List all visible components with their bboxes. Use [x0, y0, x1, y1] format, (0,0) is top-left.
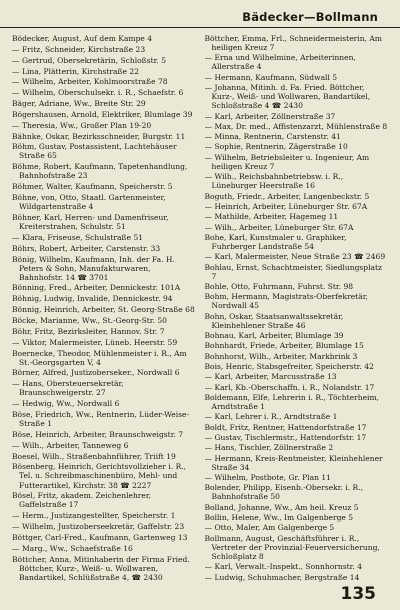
directory-entry: Boernecke, Theodor, Mühlenmeister i. R., Am St.-Georgsgarten V, 4 — [12, 348, 187, 367]
left-column — [12, 34, 196, 582]
directory-entry: Bohnau, Karl, Arbeiter, Blumlage 39 — [204, 331, 344, 341]
directory-entry: Bohm, Hermann, Magistrats-Oberfekretär, Nordwall 45 — [204, 292, 368, 311]
directory-entry: Bollin, Helene, Ww., Im Galgenberge 5 — [204, 513, 354, 523]
directory-entry: — Johanna, Mitinh. d. Fa. Fried. Böttcher, Kurz-, Weiß- und Wollwaren, Bandartikel, Schloßstraße 4 ☎ 2430 — [204, 83, 371, 111]
directory-entry: Bohe, Karl, Kunstmaler u. Graphiker, Fuhrberger Landstraße 54 — [204, 232, 347, 251]
directory-entry: Böttcher, Emma, Frl., Schneidermeisterin, Am heiligen Kreuz 7 — [204, 34, 382, 53]
directory-entry: — Fritz, Schneider, Kirchstraße 23 — [12, 44, 146, 54]
directory-entry: Böttcher, Anna, Mitinhaberin der Firma Fried. Böttcher, Kurz-, Weiß- u. Wollwaren, Bandartikel, Schlüßstraße 4, ☎ 2430 — [12, 554, 190, 582]
directory-entry: — Wilhelm, Arbeiter, Kohlmoorstraße 78 — [12, 77, 168, 87]
directory-entry: — Viktor, Malermeister, Lüneb. Heerstr. 59 — [12, 337, 178, 347]
directory-entry: — Marg., Ww., Schaefstraße 16 — [12, 543, 133, 553]
directory-entry: Böhm, Gustav, Postassistent, Lachtehäuser Straße 65 — [12, 142, 177, 161]
directory-entry: — Karl, Arbeiter, Marcusstraße 13 — [204, 372, 337, 382]
directory-entry: Bohn, Oskar, Staatsanwaltssekretär, Kleinhehlener Straße 46 — [204, 311, 344, 330]
directory-entry: Bäger, Adriane, Ww., Breite Str. 29 — [12, 99, 146, 109]
directory-entry: — Minna, Rentnerin, Carstenstr. 41 — [204, 132, 341, 142]
directory-entry: Bollmann, August, Geschäftsführer i. R., Vertreter der Provinzial-Feuerversicherung, Schloßplatz 8 — [204, 533, 380, 561]
directory-entry: — Gertrud, Obersekretärin, Schloßstr. 5 — [12, 55, 167, 65]
directory-entry: — Karl, Kb.-Oberschaffn. i. R., Nolandstr. 17 — [204, 382, 375, 392]
directory-entry: — Hans, Tischler, Zöllnerstraße 2 — [204, 443, 334, 453]
directory-entry: — Max, Dr. med., Affistenzarzt, Mühlenstraße 8 — [204, 121, 388, 131]
directory-entry: Bois, Henric, Stabsgefreiter, Speicherstr. 42 — [204, 362, 374, 372]
directory-entry: Böhne, von, Otto, Staatl. Gartenmeister, Wildgartenstraße 4 — [12, 193, 166, 212]
running-head: Bädecker—Bollmann — [242, 10, 378, 24]
directory-entry: Böhrs, Robert, Arbeiter, Carstenstr. 33 — [12, 243, 161, 253]
directory-entry: Bohnhardt, Friede, Arbeiter, Blumlage 15 — [204, 341, 364, 351]
entry-columns — [12, 34, 388, 582]
directory-entry: — Hermann, Kaufmann, Südwall 5 — [204, 72, 338, 82]
directory-entry: Böhmer, Walter, Kaufmann, Speicherstr. 5 — [12, 182, 173, 192]
directory-entry: — Wilh., Reichsbahnbetriebsw. i. R., Lüneburger Heerstraße 16 — [204, 172, 344, 191]
directory-entry: Böcke, Marianne, Ww., St.-Georg-Str. 50 — [12, 316, 167, 325]
directory-entry: — Wilhelm, Oberschulsekr. i. R., Schaefstr. 6 — [12, 88, 184, 98]
directory-entry: Böttger, Carl-Fred., Kaufmann, Gartenweg 13 — [12, 532, 188, 542]
directory-entry: — Hedwig, Ww., Nordwall 6 — [12, 399, 120, 409]
directory-entry: Bönnig, Heinrich, Arbeiter, St. Georg-Straße 68 — [12, 305, 195, 315]
directory-entry: Bolender, Philipp, Eisenb.-Obersekr. i. R., Bahnhofstraße 50 — [204, 483, 364, 502]
directory-entry: — Ludwig, Schuhmacher, Bergstraße 14 — [204, 572, 360, 582]
directory-entry: — Karl, Arbeiter, Zöllnerstraße 37 — [204, 111, 336, 121]
directory-entry: — Wilh., Arbeiter, Lüneburger Str. 67A — [204, 222, 354, 232]
directory-entry: Bohlau, Ernst, Schachtmeister, Siedlungsplatz 7 — [204, 262, 383, 281]
directory-entry: Bögershausen, Arnold, Elektriker, Blumlage 39 — [12, 109, 193, 119]
directory-entry: — Karl, Malermeister, Neue Straße 23 ☎ 2469 — [204, 252, 386, 262]
directory-entry: — Erna und Wilhelmine, Arbeiterinnen, Allerstraße 4 — [204, 53, 356, 72]
directory-entry: Bösel, Fritz, akadem. Zeichenlehrer, Gaffelstraße 17 — [12, 491, 152, 510]
directory-entry: Bösenberg, Heinrich, Gerichtsvollzieher i. R., Tel. u. Schreibmaschinenbüro, Mehl- und Futterartikel, Kirchstr. 38 ☎ 2227 — [12, 462, 187, 490]
directory-entry: Börner, Alfred, Justizoberseker., Nordwall 6 — [12, 368, 180, 378]
directory-entry: — Wilhelm, Postbote, Gr. Plan 11 — [204, 473, 331, 483]
right-column — [205, 34, 389, 582]
directory-entry: Böhme, Robert, Kaufmann, Tapetenhandlung, Bahnhofstraße 23 — [12, 162, 188, 181]
directory-entry: Böhnig, Ludwig, Invalide, Dennickestr. 94 — [12, 294, 173, 304]
page-number: 135 — [340, 584, 376, 604]
directory-entry: Böse, Friedrich, Ww., Rentnerin, Lüder-Weise-Straße 1 — [12, 410, 190, 429]
directory-entry: — Sophie, Rentnerin, Zägerstraße 10 — [204, 142, 348, 152]
directory-entry: — Wilhelm, Justizoberseekretär, Gaffelstr. 23 — [12, 522, 185, 532]
directory-entry: Boldemann, Elfe, Lehrerin i. R., Töchterheim, Arndtstraße 1 — [204, 393, 380, 412]
directory-entry: Boguth, Friedr., Arbeiter, Langenbeckstr. 5 — [204, 191, 370, 201]
directory-entry: — Lina, Plätterin, Kirchstraße 22 — [12, 66, 139, 76]
directory-entry: Böse, Heinrich, Arbeiter, Braunschweigstr. 7 — [12, 429, 184, 439]
directory-entry: — Karl, Lehrer i. R., Arndtstraße 1 — [204, 412, 338, 422]
directory-entry: Bödecker, August, Auf dem Kampe 4 — [12, 34, 153, 43]
directory-entry: Bönning, Fred., Arbeiter, Dennickestr. 101A — [12, 283, 181, 293]
directory-entry: Bohnhorst, Wilh., Arbeiter, Markbrink 3 — [204, 351, 358, 361]
directory-entry: Bolland, Johanne, Ww., Am heil. Kreuz 5 — [204, 502, 359, 512]
directory-entry: — Gustav, Tischlermstr., Hattendorfstr. 17 — [204, 433, 367, 443]
directory-entry: Böhr, Fritz, Bezirksleiter, Hannov. Str. 7 — [12, 326, 165, 336]
directory-entry: — Heinrich, Arbeiter, Lüneburger Str. 67A — [204, 201, 368, 211]
directory-entry: Bönig, Wilhelm, Kaufmann, Inh. der Fa. H. Peters & Sohn, Manufakturwaren, Bahnhofstr. 14 ☎ 3701 — [12, 254, 175, 282]
directory-entry: Boldt, Fritz, Rentner, Hattendorfstraße 17 — [204, 422, 367, 432]
directory-entry: — Otto, Maler, Am Galgenberge 5 — [204, 523, 335, 533]
directory-entry: — Mathilde, Arbeiter, Hagemeg 11 — [204, 212, 339, 222]
directory-entry: — Hans, Obersteuersekretär, Braunschweigerstr. 27 — [12, 379, 124, 398]
directory-entry: — Klara, Friseuse, Schulstraße 51 — [12, 232, 144, 242]
directory-entry: — Herm., Justizangestellter, Speicherstr. 1 — [12, 511, 176, 521]
directory-entry: — Hermann, Kreis-Rentmeister, Kleinhehlener Straße 34 — [204, 453, 383, 472]
directory-entry: Boesel, Wilh., Straßenbahnführer, Triift 19 — [12, 451, 176, 461]
page-header — [0, 10, 400, 28]
directory-entry: — Wilhelm, Betriebsleiter u. Ingenieur, Am heiligen Kreuz 7 — [204, 152, 370, 171]
directory-entry: Böhner, Karl, Herren- und Damenfriseur, Kreiterstrahen, Schulstr. 51 — [12, 212, 169, 231]
directory-entry: — Wilh., Arbeiter, Tanneweg 6 — [12, 440, 129, 450]
directory-entry: — Theresia, Ww., Großer Plan 19-20 — [12, 120, 152, 130]
directory-entry: Bähnke, Oskar, Bezirksschneider, Burgstr. 11 — [12, 131, 186, 141]
directory-entry: — Karl, Verwalt.-Inspekt., Sonnhornstr. 4 — [204, 562, 362, 572]
directory-entry: Bohle, Otto, Fuhrmann, Fuhrst. Str. 98 — [204, 281, 354, 291]
